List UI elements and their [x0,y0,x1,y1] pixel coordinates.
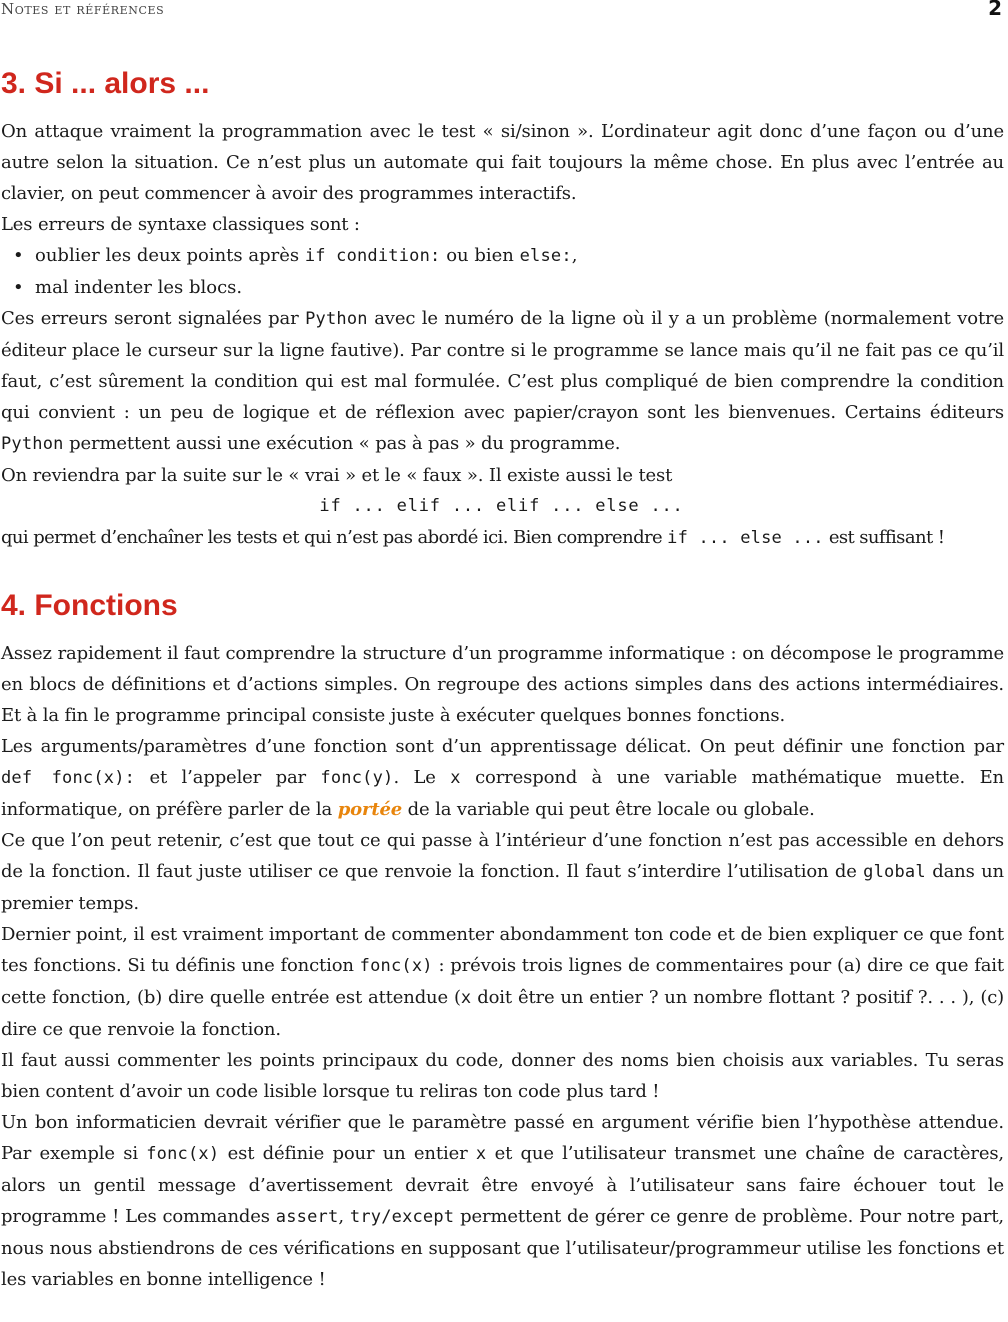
section-3-paragraph-2: Les erreurs de syntaxe classiques sont : [1,214,360,235]
running-head: Notes et références [1,0,165,18]
page-number: 2 [988,0,1002,20]
page-content [1,62,1004,1295]
list-item: • mal indenter les blocs. [35,272,1004,303]
inline-code: fonc(x) [146,1144,220,1164]
inline-code: global [863,862,926,882]
section-4-paragraph-6: Un bon informaticien devrait vérifier que le paramètre passé en argument vérifie bien l’hypothèse attendue. Par exemple si fonc(x) est définie pour un entier x et que l’utilisateur transmet une chaîne de caractères, alors un gentil message d’avertissement devrait être envoyé à l’utilisateur sans faire échouer tout le programme ! Les commandes assert, try/except permettent de gérer ce genre de problème. Pour notre part, nous nous abstiendrons de ces vérifications en supposant que l’utilisateur/programmeur utilise les fonctions et les variables en bonne intelligence ! [1,1112,1004,1290]
section-3-paragraph-4: On reviendra par la suite sur le « vrai » et le « faux ». Il existe aussi le test [1,465,673,486]
section-3-paragraph-1: On attaque vraiment la programmation avec le test « si/sinon ». L’ordinateur agit donc d’une façon ou d’une autre selon la situation. Ce n’est plus un automate qui fait toujours la même chose. En plus avec l’entrée au clavier, on peut commencer à avoir des programmes interactifs. [1,121,1004,204]
inline-code: x [460,988,472,1008]
section-3-title: 3. Si ... alors ... [1,67,210,100]
inline-code: try/except [349,1207,455,1227]
page-header [0,0,1008,24]
inline-code: else: [519,246,572,266]
inline-code: x [475,1144,487,1164]
section-3-paragraph-5: qui permet d’enchaîner les tests et qui n’est pas abordé ici. Bien comprendre if ... else ... est suffisant ! [1,527,945,548]
inline-code: fonc(x) [359,956,433,976]
section-4-paragraph-4: Dernier point, il est vraiment important de commenter abondamment ton code et de bien expliquer ce que font tes fonctions. Si tu définis une fonction fonc(x) : prévois trois lignes de commentaires pour (a) dire ce que fait cette fonction, (b) dire quelle entrée est attendue (x doit être un entier ? un nombre flottant ? positif ?. . . ), (c) dire ce que renvoie la fonction. [1,924,1005,1040]
section-4-paragraph-5: Il faut aussi commenter les points principaux du code, donner des noms bien choisis aux variables. Tu seras bien content d’avoir un code lisible lorsque tu reliras ton code plus tard ! [1,1050,1004,1102]
inline-code: def fonc(x): [1,768,136,788]
inline-code: Python [1,434,64,454]
section-4-paragraph-1: Assez rapidement il faut comprendre la structure d’un programme informatique : on décompose le programme en blocs de définitions et d’actions simples. On regroupe des actions simples dans des actions intermédiaires. Et à la fin le programme principal consiste juste à exécuter quelques bonnes fonctions. [1,643,1004,726]
list-item: • oublier les deux points après if condition: ou bien else:, [35,240,1004,272]
inline-code: x [450,768,461,788]
inline-code: if ... else ... [667,528,824,548]
section-3-paragraph-3: Ces erreurs seront signalées par Python avec le numéro de la ligne où il y a un problème (normalement votre éditeur place le curseur sur la ligne fautive). Par contre si le programme se lance mais qu’il ne fait pas ce qu’il faut, c’est sûrement la condition qui est mal formulée. C’est plus compliqué de bien comprendre la condition qui convient : un peu de logique et de réflexion avec papier/crayon sont les bienvenues. Certains éditeurs Python permettent aussi une exécution « pas à pas » du programme. [1,308,1004,454]
inline-code: assert [275,1207,339,1227]
inline-code: if condition: [304,246,441,266]
syntax-errors-list [1,240,1004,303]
inline-code: Python [305,309,368,329]
inline-code: fonc(y) [320,768,394,788]
section-4-paragraph-3: Ce que l’on peut retenir, c’est que tout ce qui passe à l’intérieur d’une fonction n’est pas accessible en dehors de la fonction. Il faut juste utiliser ce que renvoie la fonction. Il faut s’interdire l’utilisation de global dans un premier temps. [1,830,1004,914]
section-4-paragraph-2: Les arguments/paramètres d’une fonction sont d’un apprentissage délicat. On peut définir une fonction par def fonc(x): et l’appeler par fonc(y). Le x correspond à une variable mathématique muette. En informatique, on préfère parler de la portée de la variable qui peut être locale ou globale. [1,736,1005,820]
emphasis-term: portée [337,799,403,820]
code-example: if ... elif ... elif ... else ... [319,496,684,516]
section-4-title: 4. Fonctions [1,589,178,622]
